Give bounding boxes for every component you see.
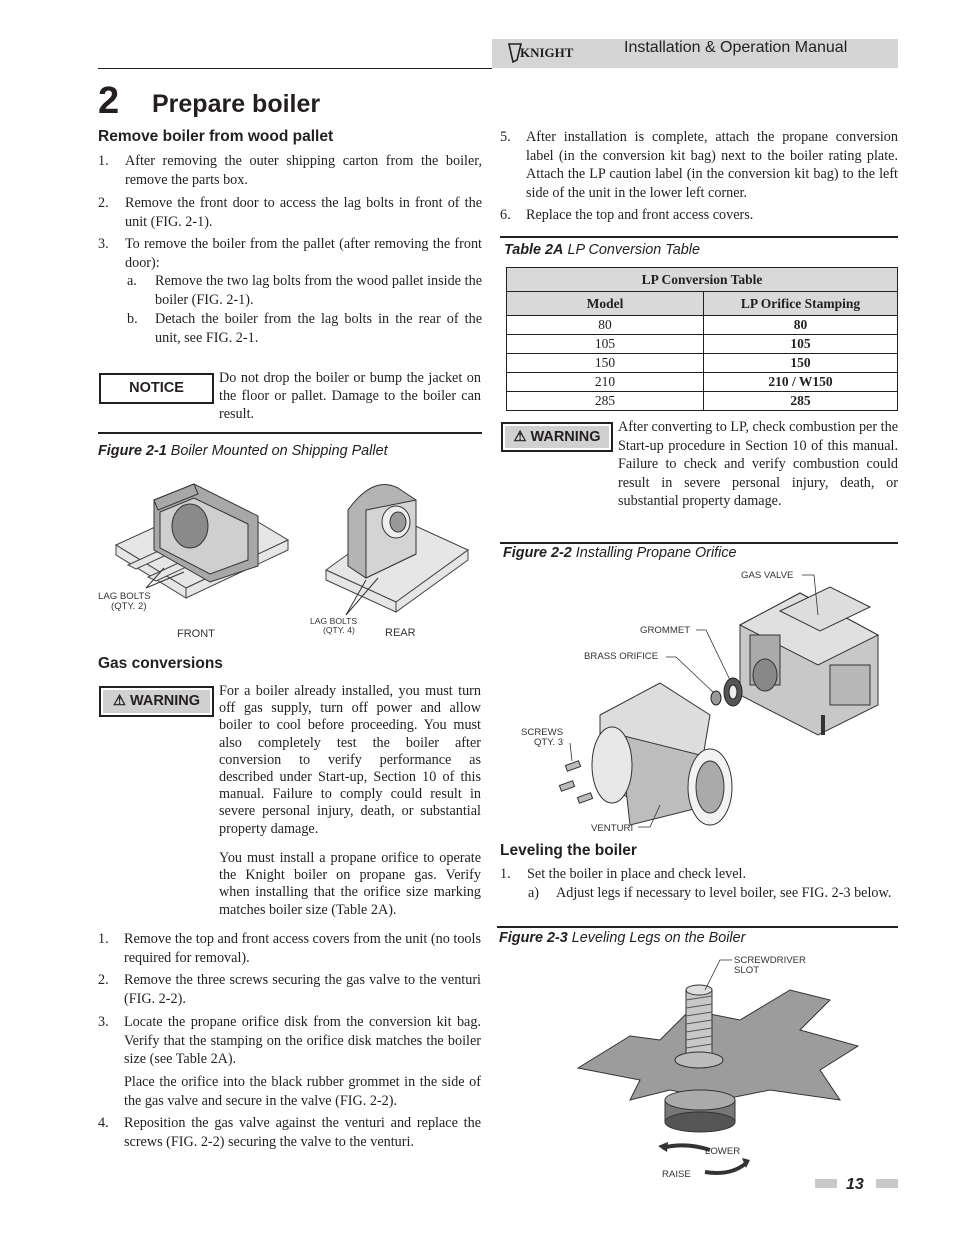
warning-text: After converting to LP, check combustion per the Start-up procedure in Section 10 of this manual. Failure to check and verify combustion could result in severe personal injury, death, or substantial property damage. — [618, 419, 898, 510]
table-cell-model: 285 — [507, 392, 704, 411]
label-grommet: GROMMET — [640, 625, 691, 636]
list-num: 5. — [500, 129, 511, 145]
list-text: Locate the propane orifice disk from the conversion kit bag. Verify that the stamping on the orifice disk matches the boiler size (see Table 2A). — [124, 1014, 481, 1068]
list-item — [98, 971, 481, 1011]
page-number: 13 — [846, 1176, 864, 1193]
list-text: Remove the top and front access covers from the unit (no tools required for removal). — [124, 931, 481, 966]
list-num: 1. — [500, 866, 511, 882]
list-num: 3. — [98, 1014, 109, 1030]
list-text: After installation is complete, attach the propane conversion label (in the conversion kit bag) next to the boiler rating plate. Attach the LP caution label (in the conversion kit bag) to the left side of the unit in the lower left corner. — [526, 129, 898, 201]
table-cell-model: 150 — [507, 354, 704, 373]
label-screws — [521, 728, 563, 748]
list-item — [500, 128, 898, 204]
list-num: 2. — [98, 972, 109, 988]
table-cell-stamping: 150 — [704, 354, 898, 373]
list-item — [500, 865, 898, 885]
notice-badge: NOTICE — [99, 373, 214, 404]
figure-rule — [500, 542, 898, 544]
callout-line: (QTY. 2) — [111, 601, 147, 612]
knight-logo — [507, 40, 579, 66]
sub-list-item — [127, 272, 482, 312]
notice-text: Do not drop the boiler or bump the jacket on the floor or pallet. Damage to the boiler can result. — [219, 370, 481, 422]
warning-badge — [501, 422, 613, 452]
figure-1-caption — [98, 443, 388, 459]
table-cell-stamping: 80 — [704, 316, 898, 335]
table-title: LP Conversion Table — [507, 268, 898, 292]
list-text: After removing the outer shipping carton from the boiler, remove the parts box. — [125, 153, 482, 188]
list-num: 2. — [98, 195, 109, 211]
table-cell-stamping: 285 — [704, 392, 898, 411]
label-lag-bolts-rear — [310, 617, 357, 635]
label-front: FRONT — [177, 628, 215, 640]
list-item — [98, 1073, 481, 1113]
table-header-model: Model — [507, 292, 704, 316]
list-item — [98, 194, 482, 234]
label-lag-bolts-front — [98, 592, 151, 612]
list-num: 1. — [98, 153, 109, 169]
list-text: Remove the two lag bolts from the wood pallet inside the boiler (FIG. 2-1). — [155, 273, 482, 308]
callout-line: SCREWDRIVER — [734, 955, 806, 966]
figure-rule — [98, 432, 482, 434]
list-text: Adjust legs if necessary to level boiler, see FIG. 2-3 below. — [556, 885, 892, 901]
list-num: a. — [127, 273, 137, 289]
list-item — [98, 152, 482, 192]
table-row — [507, 373, 898, 392]
callout-line: (QTY. 4) — [323, 625, 355, 635]
lp-conversion-table — [506, 267, 898, 411]
remove-heading: Remove boiler from wood pallet — [98, 128, 334, 145]
list-num: 1. — [98, 931, 109, 947]
list-text: Replace the top and front access covers. — [526, 207, 754, 223]
chapter-title: Prepare boiler — [152, 90, 321, 118]
list-text: Reposition the gas valve against the venturi and replace the screws (FIG. 2-2) securing the valve to the venturi. — [124, 1115, 481, 1150]
callout-line: LAG BOLTS — [98, 591, 151, 602]
list-text: Remove the three screws securing the gas valve to the venturi (FIG. 2-2). — [124, 972, 481, 1007]
list-item — [98, 930, 481, 970]
table-cell-stamping: 105 — [704, 335, 898, 354]
figure-1-title: Boiler Mounted on Shipping Pallet — [166, 443, 388, 459]
figure-2-num: Figure 2-2 — [503, 545, 572, 561]
table-cell-model: 210 — [507, 373, 704, 392]
label-screwdriver-slot — [734, 956, 806, 976]
label-lower: LOWER — [705, 1146, 741, 1157]
figure-2-1-image — [98, 470, 482, 645]
callout-line: LAG BOLTS — [310, 616, 358, 626]
table-cell-model: 80 — [507, 316, 704, 335]
list-text: Set the boiler in place and check level. — [527, 866, 747, 882]
gas-heading: Gas conversions — [98, 655, 223, 672]
list-text: Detach the boiler from the lag bolts in the rear of the unit, see FIG. 2-1. — [155, 311, 482, 346]
table-row — [507, 392, 898, 411]
list-num: 6. — [500, 207, 511, 223]
label-venturi: VENTURI — [591, 823, 634, 834]
list-num: 4. — [98, 1115, 109, 1131]
list-item — [500, 206, 898, 226]
logo-text: KNIGHT — [520, 45, 574, 60]
warning-text: For a boiler already installed, you must turn off gas supply, turn off power and allow boiler to cool before proceeding. You must also completely test the boiler after conversion to verify performance as described under Start-up, Section 10 of this manual. Failure to comply could result in severe personal injury, death, or substantial property damage. — [219, 683, 481, 837]
leveling-heading: Leveling the boiler — [500, 842, 637, 859]
callout-line: SCREWS — [521, 727, 564, 738]
sub-list-item — [528, 884, 898, 924]
warning-icon: ⚠ — [112, 693, 126, 709]
list-item — [98, 1114, 481, 1154]
list-text: To remove the boiler from the pallet (after removing the front door): — [125, 236, 482, 271]
warning-text-2: You must install a propane orifice to operate the Knight boiler on propane gas. Verify when installing that the orifice size marking matches boiler size (Table 2A). — [219, 850, 481, 918]
label-rear: REAR — [385, 627, 416, 639]
figure-3-caption — [499, 930, 745, 946]
table-rule — [500, 236, 898, 238]
warning-label: WARNING — [129, 693, 201, 709]
list-text: Remove the front door to access the lag bolts in front of the unit (FIG. 2-1). — [125, 195, 482, 230]
list-num: a) — [528, 885, 540, 901]
label-gas-valve: GAS VALVE — [741, 570, 794, 581]
label-brass-orifice: BRASS ORIFICE — [584, 651, 659, 662]
list-item — [98, 1013, 481, 1071]
header-rule — [98, 68, 492, 69]
list-text: Place the orifice into the black rubber grommet in the side of the gas valve and secure in the valve (FIG. 2-2). — [124, 1074, 481, 1109]
table-row — [507, 316, 898, 335]
figure-2-caption — [503, 545, 737, 561]
figure-3-num: Figure 2-3 — [499, 930, 568, 946]
warning-label: WARNING — [530, 429, 601, 445]
table-2a-num: Table 2A — [504, 242, 564, 258]
callout-line: SLOT — [734, 965, 760, 976]
figure-1-num: Figure 2-1 — [98, 443, 167, 459]
figure-3-title: Leveling Legs on the Boiler — [567, 930, 746, 946]
label-raise: RAISE — [662, 1169, 691, 1180]
chapter-number: 2 — [98, 80, 120, 122]
figure-2-2-image — [500, 565, 898, 840]
sub-list-item — [127, 310, 482, 350]
callout-line: QTY. 3 — [533, 737, 564, 748]
table-row — [507, 354, 898, 373]
table-cell-model: 105 — [507, 335, 704, 354]
figure-rule — [497, 926, 898, 928]
figure-2-title: Installing Propane Orifice — [571, 545, 737, 561]
table-header-stamping: LP Orifice Stamping — [704, 292, 898, 316]
list-num: 3. — [98, 236, 109, 252]
table-cell-stamping: 210 / W150 — [704, 373, 898, 392]
manual-title: Installation & Operation Manual — [624, 39, 848, 56]
page-bar-right — [876, 1179, 898, 1188]
list-num: b. — [127, 311, 138, 327]
warning-icon: ⚠ — [513, 429, 527, 445]
table-row — [507, 335, 898, 354]
list-item — [98, 235, 482, 275]
table-2a-caption — [504, 242, 700, 258]
table-2a-title: LP Conversion Table — [563, 242, 700, 258]
warning-badge — [99, 686, 214, 717]
page-bar-left — [815, 1179, 837, 1188]
